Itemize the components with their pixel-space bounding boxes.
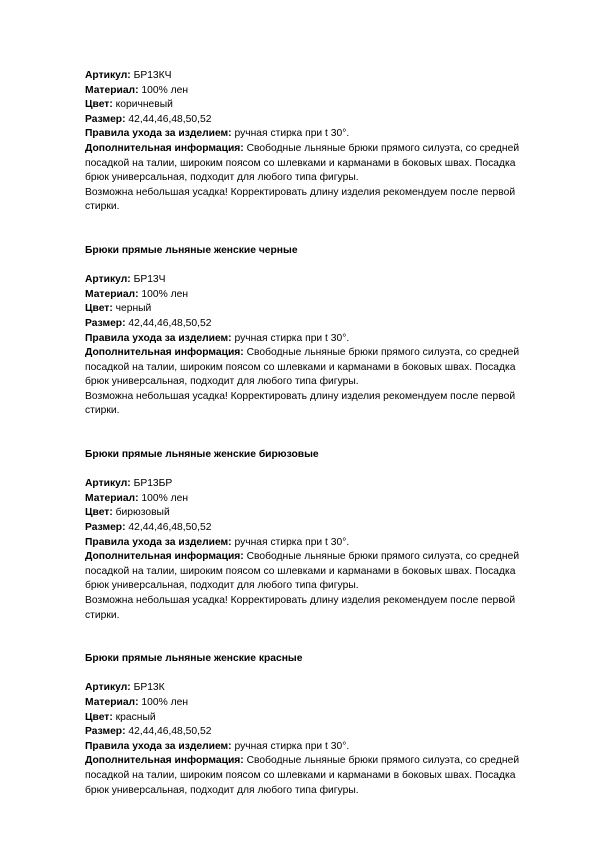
color-label: Цвет: [85, 507, 113, 519]
care-row [85, 536, 555, 551]
color-label: Цвет: [85, 99, 113, 111]
care-label: Правила ухода за изделием: [85, 740, 232, 752]
article-value: БР13К [133, 682, 165, 694]
material-label: Материал: [85, 492, 139, 504]
info-row [85, 550, 555, 565]
care-value: ручная стирка при t 30°. [234, 128, 350, 140]
care-label: Правила ухода за изделием: [85, 536, 232, 548]
info-label: Дополнительная информация: [85, 551, 244, 563]
spacer [85, 215, 555, 244]
size-value: 42,44,46,48,50,52 [128, 726, 212, 738]
size-value: 42,44,46,48,50,52 [128, 113, 212, 125]
info-text: стирки. [85, 405, 120, 417]
color-value: бирюзовый [115, 507, 170, 519]
info-text: Возможна небольшая усадка! Корректировать длину изделия рекомендуем после первой [85, 595, 516, 606]
care-row [85, 332, 555, 347]
material-label: Материал: [85, 84, 139, 96]
size-row [85, 521, 555, 536]
info-text: Свободные льняные брюки прямого силуэта, со средней [246, 755, 520, 767]
article-row [85, 273, 555, 288]
product-block [85, 448, 555, 623]
product-block [85, 69, 555, 215]
info-label: Дополнительная информация: [85, 755, 244, 767]
article-label: Артикул: [85, 478, 131, 490]
color-value: черный [115, 303, 152, 315]
spacer [85, 623, 555, 652]
material-row [85, 492, 555, 507]
info-text: посадкой на талии, широким поясом со шлевками и карманами в боковых швах. Посадка [85, 769, 516, 781]
material-label: Материал: [85, 288, 139, 300]
spacer [85, 667, 555, 682]
color-label: Цвет: [85, 711, 113, 723]
care-row [85, 740, 555, 755]
color-value: красный [115, 711, 156, 723]
info-text: брюк универсальная, подходит для любого типа фигуры. [85, 580, 359, 592]
material-label: Материал: [85, 696, 139, 708]
info-text: Возможна небольшая усадка! Корректировать длину изделия рекомендуем после первой [85, 186, 516, 198]
material-row [85, 288, 555, 303]
info-row [85, 346, 555, 361]
info-text: стирки. [85, 201, 120, 213]
material-value: 100% лен [141, 492, 189, 504]
info-text: посадкой на талии, широким поясом со шлевками и карманами в боковых швах. Посадка [85, 157, 516, 169]
color-row [85, 98, 555, 113]
product-block [85, 244, 555, 419]
size-label: Размер: [85, 113, 126, 125]
care-value: ручная стирка при t 30°. [234, 332, 350, 344]
size-label: Размер: [85, 522, 126, 534]
article-value: БР13КЧ [133, 70, 172, 81]
article-label: Артикул: [85, 274, 131, 286]
article-label: Артикул: [85, 682, 131, 694]
material-value: 100% лен [141, 696, 189, 708]
color-row [85, 506, 555, 521]
info-text: посадкой на талии, широким поясом со шлевками и карманами в боковых швах. Посадка [85, 565, 516, 577]
spacer [85, 463, 555, 478]
care-label: Правила ухода за изделием: [85, 332, 232, 344]
info-row [85, 142, 555, 157]
material-row [85, 84, 555, 99]
info-row [85, 754, 555, 769]
article-row [85, 681, 555, 696]
color-label: Цвет: [85, 303, 113, 315]
care-value: ручная стирка при t 30°. [234, 536, 350, 548]
color-value: коричневый [115, 99, 173, 111]
info-text: брюк универсальная, подходит для любого типа фигуры. [85, 172, 359, 184]
info-text: посадкой на талии, широким поясом со шлевками и карманами в боковых швах. Посадка [85, 361, 516, 373]
info-text: брюк универсальная, подходит для любого типа фигуры. [85, 784, 359, 796]
info-text: стирки. [85, 609, 120, 621]
spacer [85, 259, 555, 274]
size-row [85, 725, 555, 740]
size-value: 42,44,46,48,50,52 [128, 317, 212, 329]
size-label: Размер: [85, 726, 126, 738]
care-label: Правила ухода за изделием: [85, 128, 232, 140]
product-list [85, 69, 555, 798]
color-row [85, 302, 555, 317]
product-title: Брюки прямые льняные женские черные [85, 244, 298, 256]
article-value: БР13Ч [133, 274, 166, 286]
size-row [85, 317, 555, 332]
article-label: Артикул: [85, 70, 131, 81]
care-value: ручная стирка при t 30°. [234, 740, 350, 752]
material-value: 100% лен [141, 288, 189, 300]
article-row [85, 477, 555, 492]
product-block [85, 652, 555, 798]
info-text: Возможна небольшая усадка! Корректировать длину изделия рекомендуем после первой [85, 390, 516, 402]
size-row [85, 113, 555, 128]
article-value: БР13БР [133, 478, 173, 490]
article-row [85, 69, 555, 84]
spacer [85, 419, 555, 448]
info-text: брюк универсальная, подходит для любого типа фигуры. [85, 376, 359, 388]
info-label: Дополнительная информация: [85, 347, 244, 359]
product-title: Брюки прямые льняные женские бирюзовые [85, 449, 319, 461]
info-label: Дополнительная информация: [85, 142, 244, 154]
material-row [85, 696, 555, 711]
info-text: Свободные льняные брюки прямого силуэта, со средней [246, 142, 520, 154]
size-label: Размер: [85, 317, 126, 329]
product-title: Брюки прямые льняные женские красные [85, 653, 303, 665]
info-text: Свободные льняные брюки прямого силуэта, со средней [246, 551, 520, 563]
size-value: 42,44,46,48,50,52 [128, 522, 212, 534]
material-value: 100% лен [141, 84, 189, 96]
info-text: Свободные льняные брюки прямого силуэта, со средней [246, 347, 520, 359]
care-row [85, 127, 555, 142]
color-row [85, 711, 555, 726]
